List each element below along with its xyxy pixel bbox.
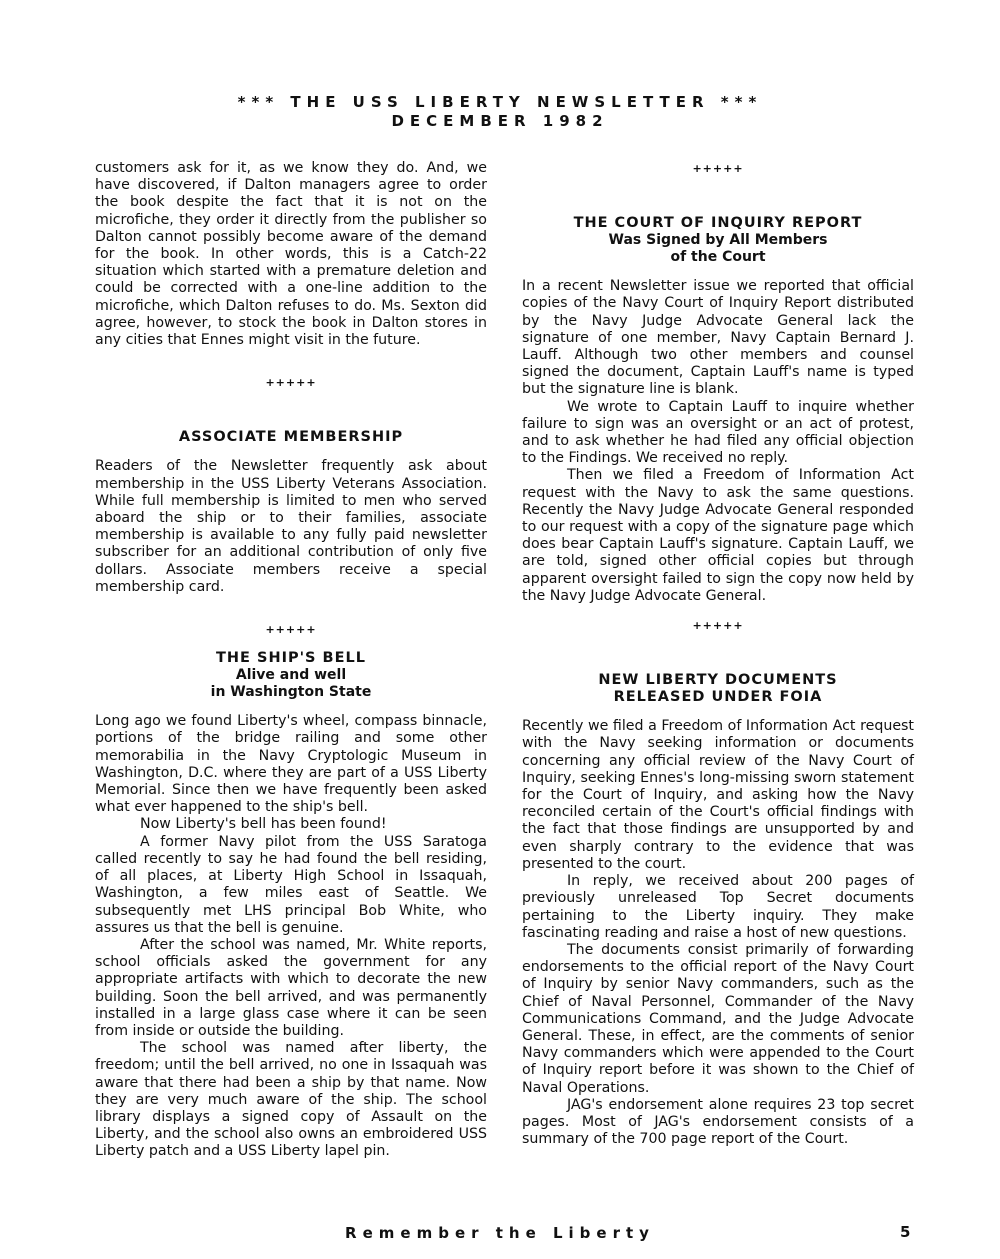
page-number: 5 (900, 1223, 911, 1241)
section-heading: THE COURT OF INQUIRY REPORT (573, 215, 863, 232)
article-paragraph: The school was named after liberty, the freedom; until the bell arrived, no one in Issaquah was aware that there had been a ship by that name. Now they are very much aware of the ship. The school library displays a signed copy of Assault on the Liberty, and the school also owns an embroidered USS Liberty patch and a USS Liberty lapel pin. (95, 1040, 487, 1160)
article-paragraph: customers ask for it, as we know they do. And, we have discovered, if Dalton managers agree to order the book despite the fact that it is not on the microfiche, they order it directly from the publisher so Dalton cannot possibly become aware of the demand for the book. In other words, this is a Catch-22 situation which started with a premature deletion and could be corrected with a one-line addition to the microfiche, which Dalton refuses to do. Ms. Sexton did agree, however, to stock the book in Dalton stores in any cities that Ennes might visit in the future. (95, 160, 487, 349)
left-column (95, 160, 487, 1161)
section-heading: RELEASED UNDER FOIA (613, 689, 823, 706)
newsletter-date: DECEMBER 1982 (391, 112, 609, 130)
right-column (522, 160, 914, 1148)
newsletter-title: *** THE USS LIBERTY NEWSLETTER *** (237, 93, 763, 111)
article-paragraph: Readers of the Newsletter frequently ask about membership in the USS Liberty Veterans Association. While full membership is limited to men who served aboard the ship or to their families, associate membership is available to any fully paid newsletter subscriber for an additional contribution of only five dollars. Associate members receive a special membership card. (95, 458, 487, 595)
footer-motto: Remember the Liberty (345, 1224, 655, 1242)
article-paragraph: We wrote to Captain Lauff to inquire whether failure to sign was an oversight or an act of protest, and to ask whether he had filed any official objection to the Findings. We received no reply. (522, 398, 914, 467)
section-heading: THE SHIP'S BELL (216, 650, 366, 667)
section-separator: +++++ (692, 162, 744, 175)
article-paragraph: JAG's endorsement alone requires 23 top secret pages. Most of JAG's endorsement consists of a summary of the 700 page report of the Court. (522, 1096, 914, 1148)
article-paragraph: After the school was named, Mr. White reports, school officials asked the government for any appropriate artifacts with which to decorate the new building. Soon the bell arrived, and was permanently installed in a large glass case where it can be seen from inside or outside the building. (95, 936, 487, 1039)
section-heading: ASSOCIATE MEMBERSHIP (178, 429, 404, 446)
section-subheading: Alive and well (235, 667, 347, 684)
section-separator: +++++ (692, 619, 744, 633)
article-paragraph: In a recent Newsletter issue we reported that official copies of the Navy Court of Inquiry Report distributed by the Navy Judge Advocate General lack the signature of one member, Navy Captain Bernard J. Lauff. Although two other members and counsel signed the document, Captain Lauff's name is typed but the signature line is blank. (522, 278, 914, 398)
newsletter-header (0, 93, 1000, 131)
section-subheading: Was Signed by All Members (608, 232, 828, 249)
article-paragraph: A former Navy pilot from the USS Saratoga called recently to say he had found the bell residing, of all places, at Liberty High School in Issaquah, Washington, a few miles east of Seattle. We subsequently met LHS principal Bob White, who assures us that the bell is genuine. (95, 833, 487, 936)
section-subheading: of the Court (670, 249, 766, 266)
article-paragraph: Recently we filed a Freedom of Information Act request with the Navy seeking information or documents concerning any official review of the Navy Court of Inquiry, seeking Ennes's long-missing sworn statement for the Court of Inquiry, and asking how the Navy reconciled certain of the Court's official findings with the fact that those findings are unsupported by and even sharply contrary to the evidence that was presented to the court. (522, 718, 914, 872)
section-separator: +++++ (265, 376, 317, 390)
section-heading: NEW LIBERTY DOCUMENTS (598, 672, 838, 689)
article-paragraph: Then we filed a Freedom of Information Act request with the Navy to ask the same questions. Recently the Navy Judge Advocate General responded to our request with a copy of the signature page which does bear Captain Lauff's signature. Captain Lauff, we are told, signed other official copies but through apparent oversight failed to sign the copy now held by the Navy Judge Advocate General. (522, 467, 914, 604)
article-paragraph: The documents consist primarily of forwarding endorsements to the official report of the Navy Court of Inquiry by senior Navy commanders, such as the Chief of Naval Personnel, Commander of the Navy Communications Command, and the Judge Advocate General. These, in effect, are the comments of senior Navy commanders which were appended to the Court of Inquiry report before it was shown to the Chief of Naval Operations. (522, 941, 914, 1096)
article-paragraph: In reply, we received about 200 pages of previously unreleased Top Secret documents pertaining to the Liberty inquiry. They make fascinating reading and raise a host of new questions. (522, 873, 914, 941)
article-paragraph: Long ago we found Liberty's wheel, compass binnacle, portions of the bridge railing and some other memorabilia in the Navy Cryptologic Museum in Washington, D.C. where they are part of a USS Liberty Memorial. Since then we have frequently been asked what ever happened to the ship's bell. (95, 713, 487, 816)
section-separator: +++++ (265, 623, 317, 637)
section-subheading: in Washington State (210, 684, 372, 701)
article-paragraph: Now Liberty's bell has been found! (140, 816, 387, 833)
